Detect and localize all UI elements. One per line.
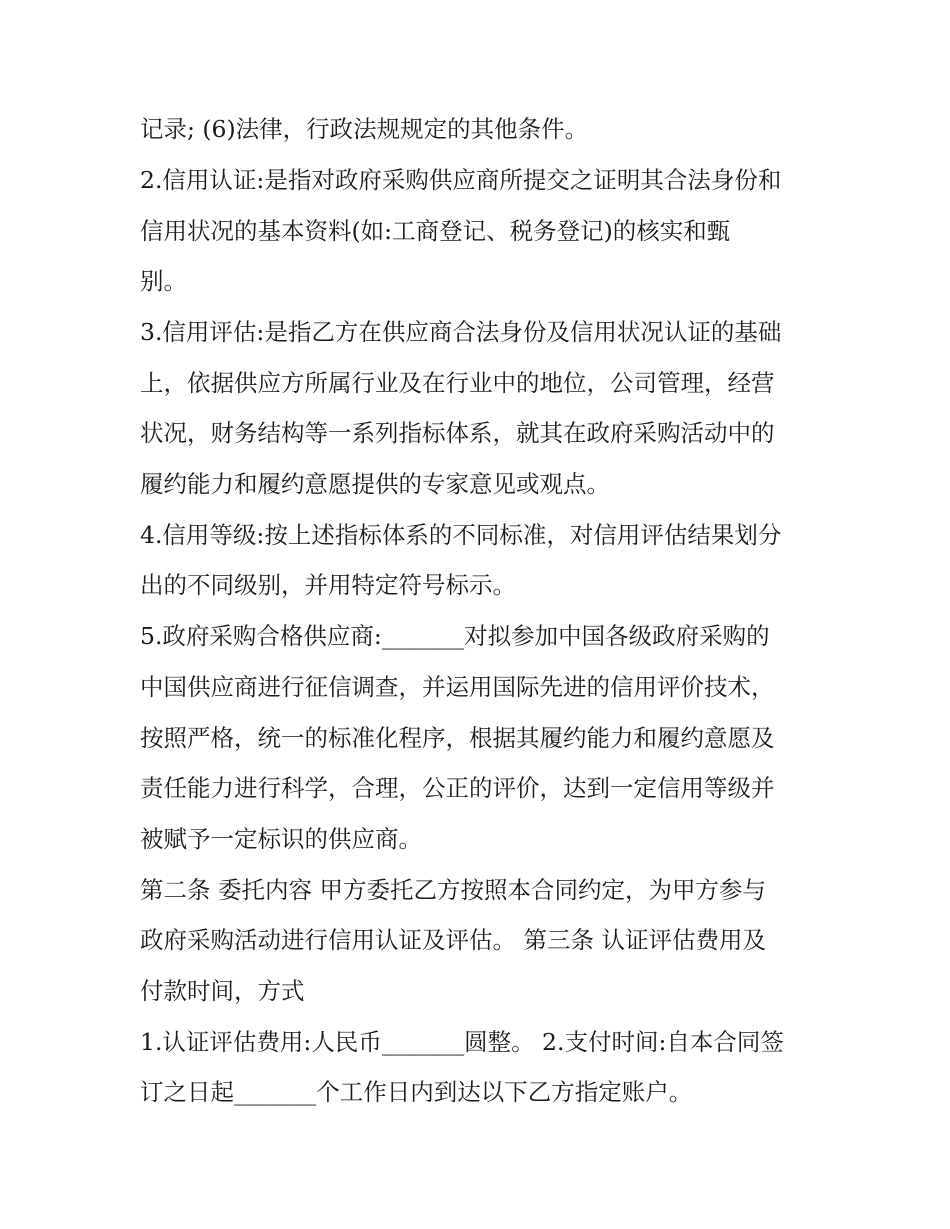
text-line: 2.信用认证:是指对政府采购供应商所提交之证明其合法身份和: [140, 166, 782, 194]
text-line: 按照严格，统一的标准化程序，根据其履约能力和履约意愿及: [140, 724, 775, 752]
text-line: 4.信用等级:按上述指标体系的不同标准，对信用评估结果划分: [140, 521, 782, 549]
text-line: 上，依据供应方所属行业及在行业中的地位，公司管理，经营: [140, 369, 775, 397]
text-line: 责任能力进行科学，合理，公正的评价，达到一定信用等级并: [140, 774, 775, 802]
text-line: 出的不同级别，并用特定符号标示。: [140, 571, 516, 599]
text-line: 记录; (6)法律，行政法规规定的其他条件。: [140, 115, 589, 143]
text-line: 别。: [140, 267, 187, 295]
text-line: 订之日起_______个工作日内到达以下乙方指定账户。: [140, 1078, 693, 1106]
text-line: 1.认证评估费用:人民币_______圆整。 2.支付时间:自本合同签: [140, 1028, 784, 1056]
text-line: 状况，财务结构等一系列指标体系，就其在政府采购活动中的: [140, 419, 775, 447]
text-line: 信用状况的基本资料(如:工商登记、税务登记)的核实和甄: [140, 217, 731, 245]
text-line: 5.政府采购合格供应商:_______对拟参加中国各级政府采购的: [140, 622, 770, 650]
text-line: 第二条 委托内容 甲方委托乙方按照本合同约定，为甲方参与: [140, 876, 766, 904]
text-line: 履约能力和履约意愿提供的专家意见或观点。: [140, 470, 610, 498]
text-line: 政府采购活动进行信用认证及评估。 第三条 认证评估费用及: [140, 926, 766, 954]
text-line: 3.信用评估:是指乙方在供应商合法身份及信用状况认证的基础: [140, 318, 782, 346]
text-line: 被赋予一定标识的供应商。: [140, 825, 422, 853]
text-line: 付款时间，方式: [140, 977, 305, 1005]
text-line: 中国供应商进行征信调查，并运用国际先进的信用评价技术，: [140, 673, 775, 701]
